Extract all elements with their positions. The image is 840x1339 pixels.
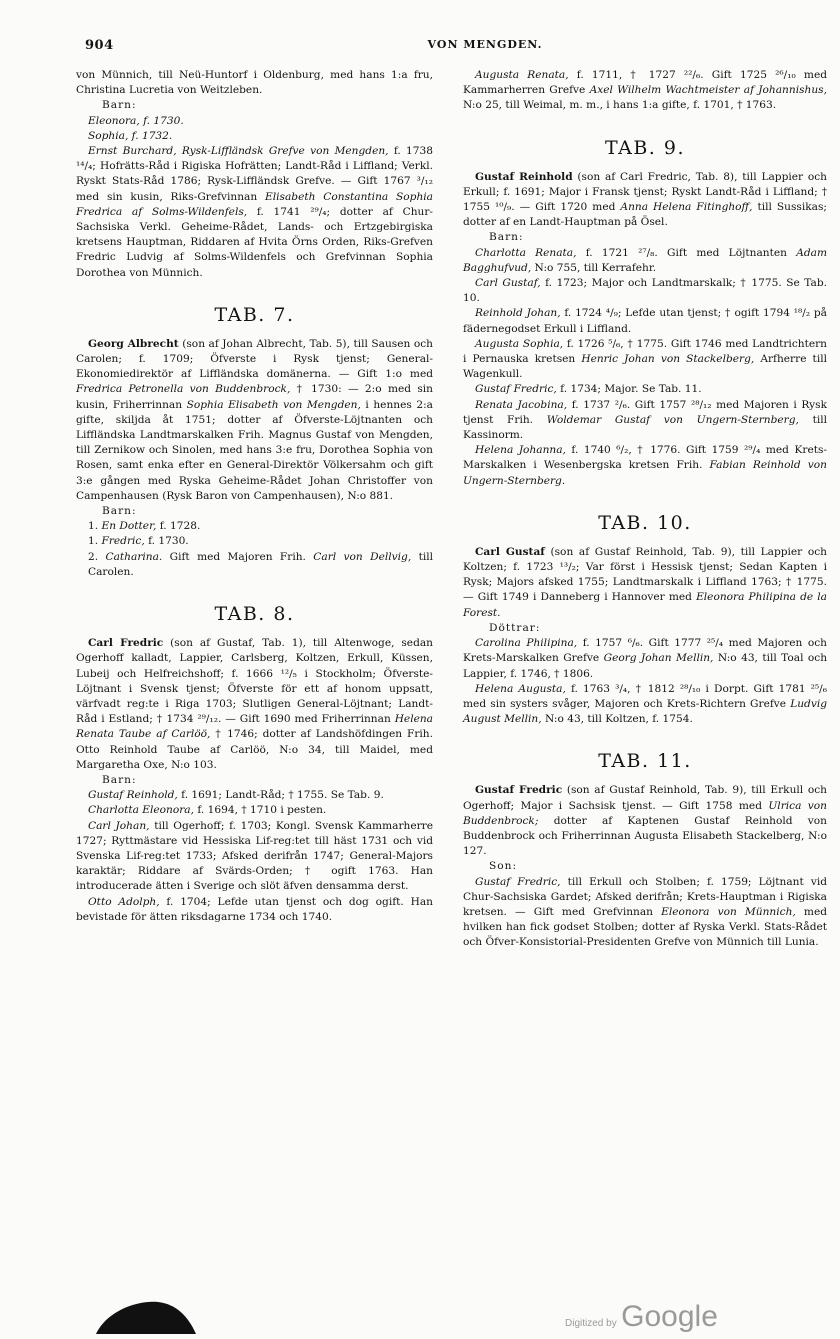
child-entry bbox=[76, 534, 433, 549]
spouse-name: Fabian Reinhold von Ungern-Sternberg. bbox=[463, 459, 827, 487]
child-name: Sophia, f. 1732. bbox=[88, 129, 173, 142]
child-entry bbox=[463, 398, 827, 444]
left-column bbox=[76, 68, 433, 925]
child-name: Augusta Sophia, bbox=[475, 337, 564, 350]
child-name: Helena Johanna, bbox=[475, 444, 566, 457]
entry-text: f. 1723; Major och Landtmarskalk; † 1775. Se Tab. 10. bbox=[463, 277, 827, 305]
spouse-name: Adam Bagghufvud, bbox=[463, 246, 827, 274]
entry-text: f. 1728. bbox=[156, 520, 201, 533]
google-logo: Google bbox=[621, 1300, 718, 1333]
entry-text: till Kassinorm. bbox=[463, 413, 827, 442]
child-entry bbox=[463, 68, 827, 114]
child-entry bbox=[463, 337, 827, 383]
child-name: Gustaf Fredric, bbox=[475, 383, 557, 396]
entry-paragraph bbox=[463, 783, 827, 859]
spouse-name: Eleonora von Münnich, bbox=[661, 905, 796, 918]
entry-text: f. 1757 ⁶/₆. Gift 1777 ²⁵/₄ med Majoren och Krets-Marskalken Grefve bbox=[463, 637, 828, 665]
spouse-name: Eleonora Philipina de la Forest. bbox=[463, 591, 827, 619]
entry-text: dotter af Kaptenen Gustaf Reinhold von Buddenbrock och Friherrinnan Augusta Elisabeth Stackelberg, N:o 127. bbox=[463, 814, 827, 858]
son-heading: Son: bbox=[489, 860, 518, 873]
entry-text: f. 1741 ²⁹/₄; dotter af Chur-Sachsiska Verkl. Geheime-Rådet, Lands- och Ertzgebirgiska kretsens Hauptman, Riddaren af Hvita Örns Orden, Riks-Grefven Fredric Ludvig af Solms-Wildenfels och Grefvinnan Sophia Dorothea von Münnich. bbox=[76, 205, 433, 279]
entry-text: Arfherre till Wagenkull. bbox=[463, 353, 827, 381]
child-name: En Dotter, bbox=[101, 520, 157, 533]
child-number: 2. bbox=[88, 550, 106, 563]
entry-text: N:o 25, till Weimal, m. m., i hans 1:a gifte, f. 1701, † 1763. bbox=[463, 99, 777, 112]
tab-heading: TAB. 8. bbox=[214, 603, 295, 626]
spouse-name: Fredrica Petronella von Buddenbrock, bbox=[76, 383, 291, 396]
entry-text: (son af Gustaf Reinhold, Tab. 9), till Lappier och Koltzen; f. 1723 ¹³/₂; Var först i Hessisk tjenst; Sedan Kapten i Rysk; Majors afsked 1755; Landtmarskalk i Liffland 1763; † 1775. — Gift 1749 i Danneberg i Hannover med bbox=[463, 545, 827, 604]
entry-paragraph bbox=[76, 636, 433, 773]
person-name: Georg Albrecht bbox=[88, 337, 179, 350]
page-number: 904 bbox=[85, 38, 114, 53]
person-name: Carl Gustaf bbox=[475, 545, 545, 558]
tab-heading: TAB. 11. bbox=[598, 750, 692, 773]
child-entry bbox=[76, 129, 433, 144]
child-entry bbox=[76, 519, 433, 534]
entry-text: (son af Gustaf, Tab. 1), till Altenwoge, sedan Ogerhoff kalladt, Lappier, Carlsberg, Koltzen, Erkull, Küssen, Lubeij och Helfreichshoff; f. 1666 ¹²/₅ i Stockholm; Öfverste-Löjtnant i Svensk tjenst; Öfverste för ett af honom uppsatt, värfvadt reg:te i Riga 1703; Slutligen General-Löjtnant; Landt-Råd i Estland; † 1734 ²⁹/₁₂. — Gift 1690 med Friherrinnan bbox=[76, 637, 433, 726]
entry-text: f. 1726 ⁵/₆, † 1775. Gift 1746 med Landtrichtern i Pernauska kretsen bbox=[463, 337, 827, 366]
entry-text: i hennes 2:a gifte, skiljda åt 1751; dotter af Öfverste-Löjtnanten och Liffländska Landtmarskalken Frih. Magnus Gustaf von Mengden, till Zernikow och Sinolen, med hans 3:e fru, Dorothea Sophia von Rosen, samt enka efter en General-Direktör Völkersahm och gift 3:e gången med Ryska Geheime-Rådet Johan Christoffer von Campenhausen (Rysk Baron von Campenhausen), N:o 881. bbox=[76, 398, 433, 502]
running-head: VON MENGDEN. bbox=[427, 38, 543, 51]
entry-text: (son af Carl Fredric, Tab. 8), till Lappier och Erkull; f. 1691; Major i Fransk tjenst; Ryskt Landt-Råd i Liffland; † 1755 ¹⁰/₉. — Gift 1720 med bbox=[463, 170, 828, 214]
spouse-name: Ludvig August Mellin, bbox=[463, 697, 827, 726]
child-name: Carolina Philipina, bbox=[475, 637, 578, 650]
tab-heading: TAB. 9. bbox=[604, 136, 686, 159]
child-entry bbox=[463, 636, 827, 682]
entry-text: Gift med Majoren Frih. bbox=[162, 550, 314, 563]
entry-paragraph bbox=[76, 144, 433, 281]
entry-text: f. 1724 ⁴/₉; Lefde utan tjenst; † ogift 1794 ¹⁸/₂ på fädernegodset Erkull i Liffland. bbox=[463, 307, 827, 335]
child-entry bbox=[463, 382, 827, 397]
barn-heading: Barn: bbox=[102, 505, 137, 518]
child-entry bbox=[463, 875, 827, 951]
entry-text: N:o 43, till Koltzen, f. 1754. bbox=[541, 713, 693, 726]
entry-text: f. 1737 ²/₆. Gift 1757 ²⁸/₁₂ med Majoren i Rysk tjenst Frih. bbox=[463, 398, 828, 426]
tab-heading: TAB. 7. bbox=[214, 303, 295, 326]
entry-text: till Sussikas; dotter af en Landt-Hauptman på Ösel. bbox=[463, 201, 827, 229]
child-entry bbox=[463, 276, 827, 306]
child-entry bbox=[76, 114, 433, 129]
spouse-name: Carl von Dellvig, bbox=[313, 550, 412, 563]
entry-text: f. 1730. bbox=[144, 535, 189, 548]
entry-text: N:o 755, till Kerrafehr. bbox=[531, 261, 657, 274]
child-number: 1. bbox=[88, 535, 102, 548]
tab-heading: TAB. 10. bbox=[598, 511, 692, 534]
child-name: Eleonora, f. 1730. bbox=[88, 114, 184, 127]
entry-text: till Erkull och Stolben; f. 1759; Löjtnant vid Chur-Sachsiska Gardet; Afsked derifrån; Krets-Hauptman i Rigiska kretsen. — Gift med Grefvinnan bbox=[463, 875, 827, 918]
entry-text: f. 1721 ²⁷/₈. Gift med Löjtnanten bbox=[576, 246, 797, 259]
child-entry bbox=[463, 246, 827, 276]
right-column bbox=[463, 68, 827, 951]
entry-text: (son af Gustaf Reinhold, Tab. 9), till Erkull och Ogerhoff; Major i Sachsisk tjenst. — Gift 1758 med bbox=[463, 784, 827, 812]
digitized-label: Digitized by bbox=[565, 1318, 617, 1329]
entry-text: f. 1734; Major. Se Tab. 11. bbox=[556, 383, 702, 396]
barn-heading: Barn: bbox=[102, 99, 137, 112]
child-name: Otto Adolph, bbox=[88, 895, 160, 908]
child-name: Carl Johan, bbox=[88, 819, 150, 832]
dottrar-heading: Döttrar: bbox=[489, 621, 541, 634]
page-header bbox=[85, 38, 815, 56]
spouse-name: Ulrica von Buddenbrock; bbox=[463, 799, 827, 827]
child-name: Charlotta Eleonora, bbox=[88, 804, 194, 817]
person-name: Gustaf Fredric bbox=[475, 784, 563, 797]
spouse-name: Elisabeth Constantina Sophia Fredrica af Solms-Wildenfels, bbox=[76, 190, 433, 218]
spouse-name: Henric Johan von Stackelberg, bbox=[581, 353, 755, 366]
child-entry bbox=[463, 443, 827, 489]
child-entry bbox=[76, 550, 433, 580]
child-name: Fredric, bbox=[101, 535, 145, 548]
entry-text: med hvilken han fick godset Stolben; dotter af Ryska Verkl. Stats-Rådet och Öfver-Konsistorial-Presidenten Grefve von Münnich till Lunia. bbox=[463, 905, 827, 949]
child-name: Carl Gustaf, bbox=[475, 277, 541, 290]
ink-blot-decoration bbox=[96, 1294, 226, 1334]
person-name: Gustaf Reinhold bbox=[475, 170, 573, 183]
entry-text: f. 1704; Lefde utan tjenst och dog ogift. Han bevistade för ätten riksdagarne 1734 och 1740. bbox=[76, 895, 433, 923]
entry-paragraph bbox=[76, 337, 433, 504]
child-name: Reinhold Johan, bbox=[475, 307, 561, 320]
child-name: Augusta Renata, bbox=[475, 69, 569, 81]
entry-text: N:o 43, till Toal och Lappier, f. 1746, † 1806. bbox=[463, 652, 828, 680]
entry-text: f. 1694, † 1710 i pesten. bbox=[194, 804, 327, 817]
child-entry bbox=[76, 803, 433, 818]
person-name: Carl Fredric bbox=[88, 637, 164, 650]
entry-text: f. 1691; Landt-Råd; † 1755. Se Tab. 9. bbox=[177, 789, 384, 802]
intro-paragraph: von Münnich, till Neü-Huntorf i Oldenburg, med hans 1:a fru, Christina Lucretia von Weitzleben. bbox=[76, 69, 433, 97]
spouse-name: Anna Helena Fitinghoff, bbox=[620, 201, 753, 214]
child-entry bbox=[463, 306, 827, 336]
entry-text: till Carolen. bbox=[88, 550, 433, 578]
child-name: Renata Jacobina, bbox=[475, 398, 568, 411]
child-number: 1. bbox=[88, 520, 102, 533]
spouse-name: Woldemar Gustaf von Ungern-Sternberg, bbox=[546, 413, 799, 426]
child-entry bbox=[76, 788, 433, 803]
child-name: Catharina. bbox=[105, 550, 163, 563]
entry-text: f. 1763 ³/₄, † 1812 ²⁸/₁₀ i Dorpt. Gift 1781 ²⁵/₆ med sin systers svåger, Majoren och Krets-Richtern Grefve bbox=[463, 682, 827, 710]
child-entry bbox=[76, 819, 433, 895]
child-name: Helena Augusta, bbox=[475, 682, 566, 695]
spouse-name: Georg Johan Mellin, bbox=[603, 652, 714, 665]
entry-text: f. 1711, † 1727 ²²/₆. Gift 1725 ²⁶/₁₀ med Kammarherren Grefve bbox=[463, 69, 827, 97]
barn-heading: Barn: bbox=[489, 231, 524, 244]
spouse-name: Helena Renata Taube af Carlöö, bbox=[76, 713, 433, 741]
entry-text: (son af Johan Albrecht, Tab. 5), till Sausen och Carolen; f. 1709; Öfverste i Rysk tjenst; General-Ekonomiedirektör af Liffländska domänerna. — Gift 1:o med bbox=[76, 337, 433, 381]
child-name: Gustaf Fredric, bbox=[475, 875, 561, 888]
child-name: Gustaf Reinhold, bbox=[88, 789, 178, 802]
entry-text: † 1730: — 2:o med sin kusin, Friherrinnan bbox=[76, 383, 433, 411]
entry-text: † 1746; dotter af Landshöfdingen Frih. Otto Reinhold Taube af Carlöö, N:o 34, till Maidel, med Margaretha Oxe, N:o 103. bbox=[76, 728, 433, 771]
spouse-name: Axel Wilhelm Wachtmeister af Johannishus, bbox=[589, 84, 827, 97]
entry-paragraph bbox=[463, 545, 827, 621]
person-name: Ernst Burchard, Rysk-Liffländsk Grefve von Mengden, bbox=[88, 145, 389, 158]
child-entry bbox=[463, 682, 827, 728]
spouse-name: Sophia Elisabeth von Mengden, bbox=[186, 398, 361, 411]
entry-text: till Ogerhoff; f. 1703; Kongl. Svensk Kammarherre 1727; Ryttmästare vid Hessiska Lif-reg:tet till häst 1731 och vid Svenska Lif-reg:tet 1733; Afsked derifrån 1747; General-Majors karaktär; Riddare af Svärds-Orden; † ogift 1763. Han introducerade ätten i Sverige och slöt äfven densamma derst. bbox=[76, 819, 433, 893]
child-name: Charlotta Renata, bbox=[475, 246, 577, 259]
child-entry bbox=[76, 895, 433, 925]
entry-paragraph bbox=[463, 170, 827, 231]
entry-text: f. 1738 ¹⁴/₄; Hofrätts-Råd i Rigiska Hofrätten; Landt-Råd i Liffland; Verkl. Ryskt Stats-Råd 1786; Rysk-Liffländsk Grefve. — Gift 1767 ³/₁₂ med sin kusin, Riks-Grefvinnan bbox=[76, 145, 433, 203]
entry-text: f. 1740 ⁶/₂, † 1776. Gift 1759 ²⁹/₄ med Krets-Marskalken i Wesenbergska kretsen Frih. bbox=[463, 444, 827, 472]
digitized-watermark bbox=[565, 1300, 718, 1334]
barn-heading: Barn: bbox=[102, 773, 137, 786]
